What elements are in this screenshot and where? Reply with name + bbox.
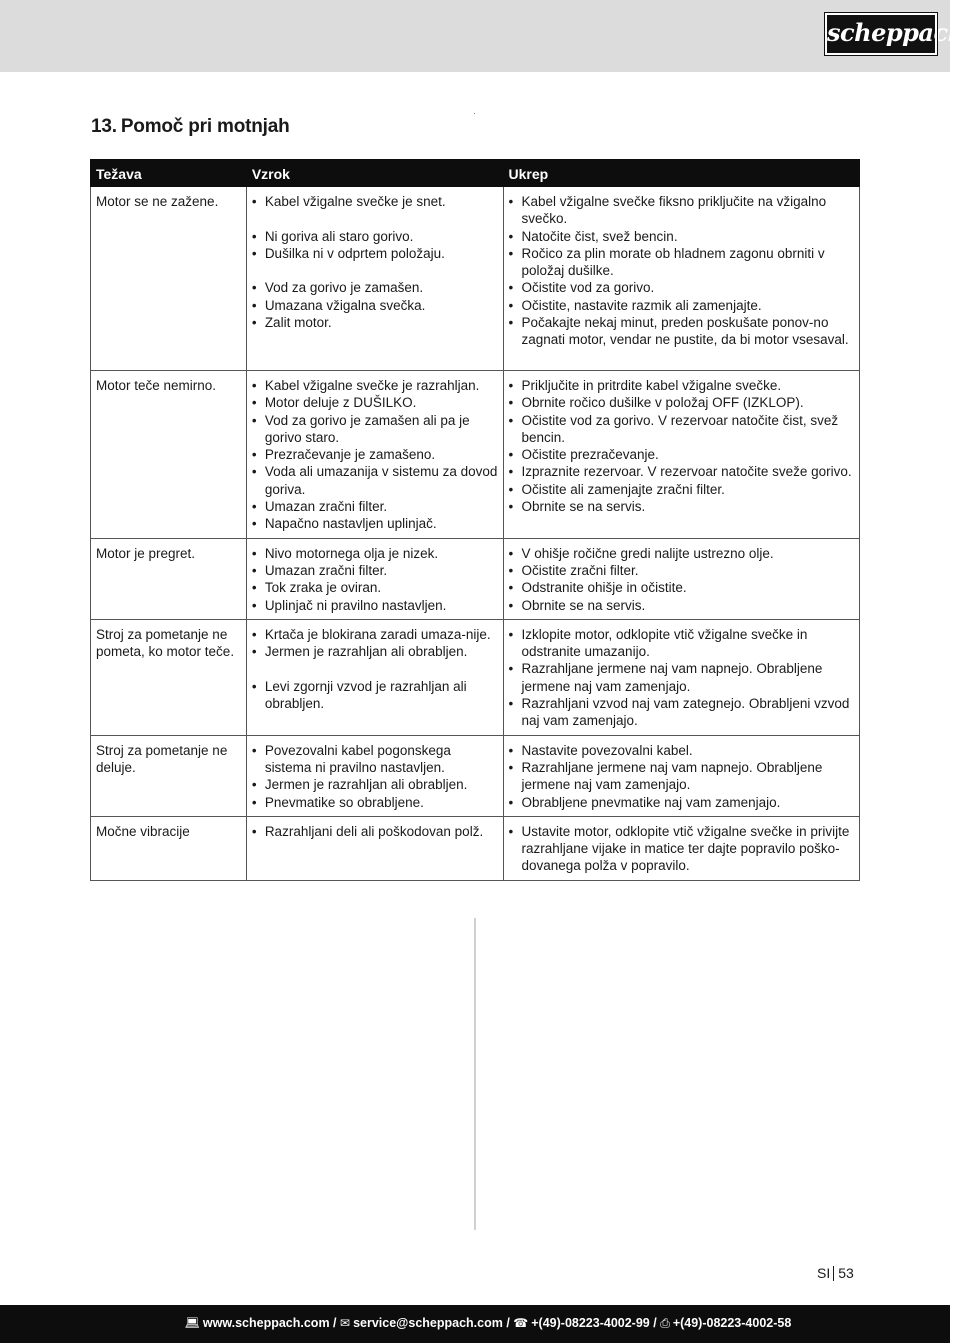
action-item: • Nastavite povezovalni kabel. xyxy=(509,742,856,759)
action-item: • Razrahljani vzvod naj vam zategnejo. Obrabljeni vzvod naj vam zamenjajo. xyxy=(509,695,856,730)
action-item: • Obrnite ročico dušilke v položaj OFF (IZKLOP). xyxy=(509,394,856,411)
action-item: • Izpraznite rezervoar. V rezervoar natočite sveže gorivo. xyxy=(509,463,856,480)
footer-phone: +(49)-08223-4002-99 xyxy=(531,1316,650,1330)
action-cell xyxy=(503,371,860,539)
action-item: • Obrnite se na servis. xyxy=(509,498,856,515)
table-row xyxy=(91,735,860,816)
action-item: • Očistite vod za gorivo. V rezervoar natočite čist, svež bencin. xyxy=(509,412,856,447)
page-number-divider xyxy=(833,1266,834,1281)
cause-item: • Ni goriva ali staro gorivo. xyxy=(252,228,499,245)
action-item: • Kabel vžigalne svečke fiksno priključite na vžigalno svečko. xyxy=(509,193,856,228)
print-mark xyxy=(474,113,475,114)
cause-item: • Napačno nastavljen uplinjač. xyxy=(252,515,499,532)
table-row xyxy=(91,619,860,735)
problem-cell: Močne vibracije xyxy=(91,816,247,880)
action-cell xyxy=(503,619,860,735)
action-item: • Obrnite se na servis. xyxy=(509,597,856,614)
header-band xyxy=(0,0,950,72)
action-item: • V ohišje ročične gredi nalijte ustrezno olje. xyxy=(509,545,856,562)
column-divider-line xyxy=(474,918,476,1230)
action-item: • Natočite čist, svež bencin. xyxy=(509,228,856,245)
problem-cell: Motor teče nemirno. xyxy=(91,371,247,539)
cause-item: • Dušilka ni v odprtem položaju. xyxy=(252,245,499,262)
section-number: 13. xyxy=(91,116,117,137)
table-row xyxy=(91,187,860,371)
cause-item: • Jermen je razrahljan ali obrabljen. xyxy=(252,643,499,660)
footer-separator: / xyxy=(653,1316,657,1330)
cause-cell xyxy=(246,371,503,539)
header-action: Ukrep xyxy=(503,160,860,187)
action-item: • Očistite, nastavite razmik ali zamenjajte. xyxy=(509,297,856,314)
action-item: • Priključite in pritrdite kabel vžigalne svečke. xyxy=(509,377,856,394)
contact-footer xyxy=(0,1305,950,1343)
table-row xyxy=(91,816,860,880)
cause-item: • Jermen je razrahljan ali obrabljen. xyxy=(252,776,499,793)
table-row xyxy=(91,371,860,539)
cause-item: • Razrahljani deli ali poškodovan polž. xyxy=(252,823,499,840)
cause-item: • Kabel vžigalne svečke je razrahljan. xyxy=(252,377,499,394)
cause-item: • Uplinjač ni pravilno nastavljen. xyxy=(252,597,499,614)
cause-item: • Voda ali umazanija v sistemu za dovod goriva. xyxy=(252,463,499,498)
header-cause: Vzrok xyxy=(246,160,503,187)
fax-icon: ⎙ xyxy=(660,1316,670,1330)
footer-separator: / xyxy=(506,1316,510,1330)
cause-item: • Motor deluje z DUŠILKO. xyxy=(252,394,499,411)
action-item: • Očistite zračni filter. xyxy=(509,562,856,579)
problem-cell: Motor se ne zažene. xyxy=(91,187,247,371)
action-item: • Očistite vod za gorivo. xyxy=(509,279,856,296)
scheppach-logo: scheppach xyxy=(825,13,937,55)
page-number-value: 53 xyxy=(838,1265,854,1281)
cause-item: • Pnevmatike so obrabljene. xyxy=(252,794,499,811)
cause-item: • Nivo motornega olja je nizek. xyxy=(252,545,499,562)
cause-item: • Levi zgornji vzvod je razrahljan ali obrabljen. xyxy=(252,678,499,713)
cause-cell xyxy=(246,816,503,880)
footer-website[interactable]: www.scheppach.com xyxy=(202,1316,330,1330)
action-item: • Odstranite ohišje in očistite. xyxy=(509,579,856,596)
cause-item: • Umazan zračni filter. xyxy=(252,562,499,579)
table-row xyxy=(91,538,860,619)
page-language: SI xyxy=(817,1265,831,1281)
action-item: • Izklopite motor, odklopite vtič vžigalne svečke in odstranite umazanijo. xyxy=(509,626,856,661)
cause-cell xyxy=(246,619,503,735)
cause-item: • Tok zraka je oviran. xyxy=(252,579,499,596)
action-cell xyxy=(503,187,860,371)
cause-item: • Vod za gorivo je zamašen ali pa je gorivo staro. xyxy=(252,412,499,447)
envelope-icon: ✉ xyxy=(340,1316,351,1330)
table-header-row xyxy=(91,160,860,187)
action-item: • Ustavite motor, odklopite vtič vžigalne svečke in privijte razrahljane vijake in matice ter dajte popravilo poško-dovanega polža v popravilo. xyxy=(509,823,856,875)
cause-item: • Krtača je blokirana zaradi umaza-nije. xyxy=(252,626,499,643)
action-cell xyxy=(503,538,860,619)
action-item: • Ročico za plin morate ob hladnem zagonu obrniti v položaj dušilke. xyxy=(509,245,856,280)
action-cell xyxy=(503,735,860,816)
cause-item: • Vod za gorivo je zamašen. xyxy=(252,279,499,296)
section-title xyxy=(91,116,290,138)
action-cell xyxy=(503,816,860,880)
header-problem: Težava xyxy=(91,160,247,187)
laptop-icon: 💻︎ xyxy=(184,1316,200,1330)
footer-fax: +(49)-08223-4002-58 xyxy=(672,1316,792,1330)
action-item: • Očistite prezračevanje. xyxy=(509,446,856,463)
problem-cell: Stroj za pometanje ne pometa, ko motor teče. xyxy=(91,619,247,735)
cause-item: • Umazana vžigalna svečka. xyxy=(252,297,499,314)
footer-separator: / xyxy=(333,1316,337,1330)
action-item: • Obrabljene pnevmatike naj vam zamenjajo. xyxy=(509,794,856,811)
action-item: • Očistite ali zamenjajte zračni filter. xyxy=(509,481,856,498)
cause-item: • Zalit motor. xyxy=(252,314,499,331)
cause-item: • Umazan zračni filter. xyxy=(252,498,499,515)
cause-item: • Povezovalni kabel pogonskega sistema ni pravilno nastavljen. xyxy=(252,742,499,777)
action-item: • Počakajte nekaj minut, preden poskušate ponov-no zagnati motor, vendar ne pustite, da bi motor vsesaval. xyxy=(509,314,856,349)
page-number xyxy=(817,1265,854,1281)
cause-cell xyxy=(246,538,503,619)
troubleshooting-table xyxy=(90,159,860,881)
action-item: • Razrahljane jermene naj vam napnejo. Obrabljene jermene naj vam zamenjajo. xyxy=(509,660,856,695)
section-title-text: Pomoč pri motnjah xyxy=(120,116,290,137)
footer-email[interactable]: service@scheppach.com xyxy=(353,1316,503,1330)
problem-cell: Stroj za pometanje ne deluje. xyxy=(91,735,247,816)
cause-item: • Prezračevanje je zamašeno. xyxy=(252,446,499,463)
cause-cell xyxy=(246,735,503,816)
problem-cell: Motor je pregret. xyxy=(91,538,247,619)
cause-cell xyxy=(246,187,503,371)
action-item: • Razrahljane jermene naj vam napnejo. Obrabljene jermene naj vam zamenjajo. xyxy=(509,759,856,794)
cause-item: • Kabel vžigalne svečke je snet. xyxy=(252,193,499,210)
phone-icon: ☎ xyxy=(513,1316,529,1330)
